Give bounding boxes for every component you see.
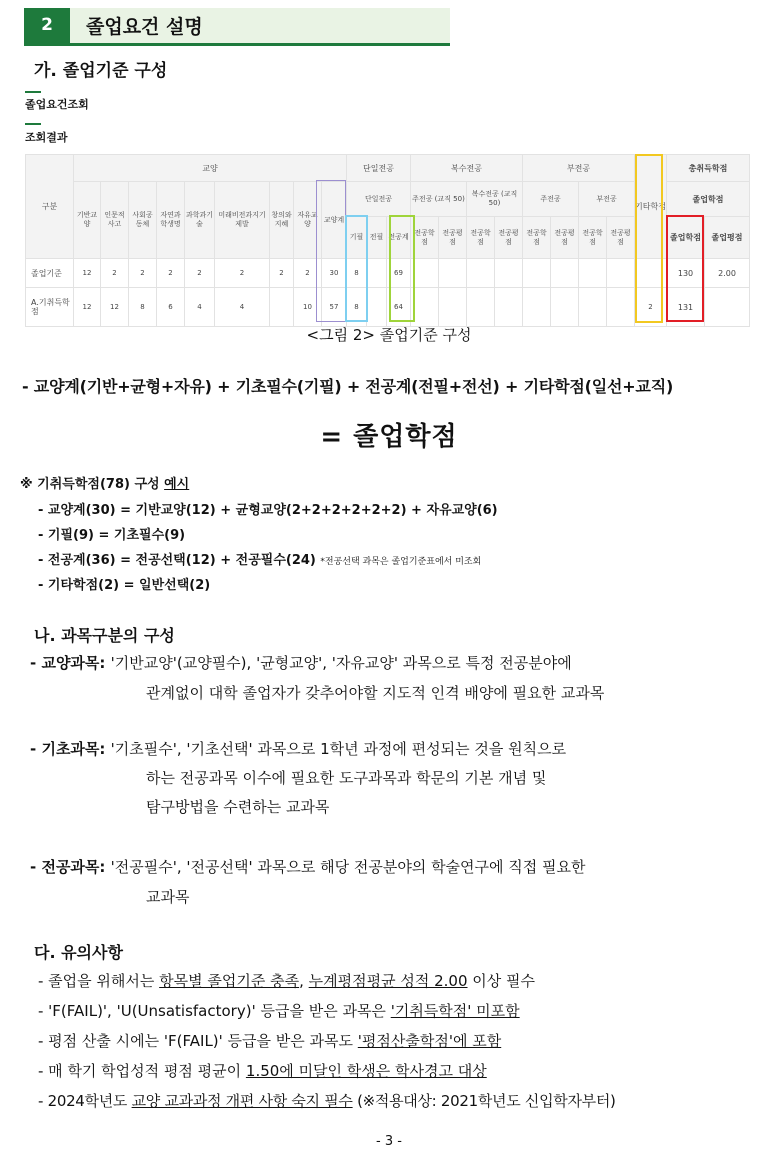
cell: 64: [387, 288, 411, 327]
example-note: *전공선택 과목은 졸업기준표에서 미조회: [320, 557, 482, 567]
caution-text: - 졸업을 위해서는: [38, 972, 160, 990]
col-gy-0: 기반교양: [74, 182, 101, 259]
cell: 8: [347, 288, 367, 327]
col-gy-2: 사회공동체: [129, 182, 157, 259]
header-bu: 부전공: [523, 155, 635, 182]
header-boksu: 복수전공: [411, 155, 523, 182]
cell: [270, 288, 294, 327]
caution-item: [38, 970, 535, 991]
col-gy-7: 자유교양: [294, 182, 322, 259]
subheading-da: 다. 유의사항: [34, 943, 123, 962]
example-item: - 교양계(30) = 기반교양(12) + 균형교양(2+2+2+2+2+2) + 자유교양(6): [38, 503, 498, 518]
sub-bu-main: 주전공: [523, 182, 579, 217]
def-term-label: - 교양과목:: [30, 654, 106, 672]
col-total-0: 졸업학점: [667, 217, 705, 259]
cell: 131: [667, 288, 705, 327]
caution-item: [38, 1060, 487, 1081]
cell: 2: [215, 259, 270, 288]
cell: 8: [347, 259, 367, 288]
col-jeon-2: 전공학점: [467, 217, 495, 259]
cell: 2.00: [705, 259, 750, 288]
sub-jujeongong: 주전공 (교직 50): [411, 182, 467, 217]
col-gy-4: 과학과기술: [185, 182, 215, 259]
col-jeon-1: 전공평점: [439, 217, 467, 259]
caution-text: 이상 필수: [467, 972, 536, 990]
def-text: '기반교양'(교양필수), '균형교양', '자유교양' 과목으로 특정 전공분야에: [110, 654, 572, 672]
header-total: 총취득학점: [667, 155, 750, 182]
highlight-gyoyang-total: [316, 180, 346, 322]
col-danil-2: 전공계: [387, 217, 411, 259]
cell: 30: [322, 259, 347, 288]
breadcrumb-query: 졸업요건조회: [25, 98, 89, 111]
cell: 2: [129, 259, 157, 288]
highlight-grad-credit: [666, 215, 704, 322]
cell: 2: [101, 259, 129, 288]
breadcrumb-result: 조회결과: [25, 131, 68, 144]
sub-danil: 단일전공: [347, 182, 411, 217]
caution-emph: '기취득학점' 미포함: [390, 1002, 520, 1020]
cell: 10: [294, 288, 322, 327]
subheading-na: 나. 과목구분의 구성: [34, 626, 175, 645]
def-term-label: - 기초과목:: [30, 740, 106, 758]
caution-text: (※적용대상: 2021학년도 신입학자부터): [352, 1092, 616, 1110]
col-jeon-0: 전공학점: [411, 217, 439, 259]
row-label: 졸업기준: [26, 259, 74, 288]
highlight-jeongong-total: [389, 215, 415, 322]
example-title-text: ※ 기취득학점(78) 구성: [20, 477, 165, 492]
cell: 4: [185, 288, 215, 327]
formula-result: = 졸업학점: [320, 422, 458, 452]
cell: 2: [157, 259, 185, 288]
example-title-emph: 예시: [164, 477, 190, 492]
cell: 2: [185, 259, 215, 288]
caution-item: [38, 1090, 616, 1111]
caution-text: - 매 학기 학업성적 평점 평균이: [38, 1062, 246, 1080]
col-jeon-6: 전공학점: [579, 217, 607, 259]
col-danil-0: 기필: [347, 217, 367, 259]
header-gita: 기타학점: [635, 155, 667, 259]
cell: 8: [129, 288, 157, 327]
col-gy-8: 교양계: [322, 182, 347, 259]
caution-emph: '평점산출학점'에 포함: [357, 1032, 502, 1050]
caution-emph: 교양 교과과정 개편 사항 숙지 필수: [131, 1092, 353, 1110]
sub-boksu: 복수전공 (교직 50): [467, 182, 523, 217]
header-danil: 단일전공: [347, 155, 411, 182]
caution-emph: 누계평점평균 성적 2.00: [308, 972, 468, 990]
col-total-1: 졸업평점: [705, 217, 750, 259]
col-jeon-7: 전공평점: [607, 217, 635, 259]
def-text: 하는 전공과목 이수에 필요한 도구과목과 학문의 기본 개념 및: [146, 769, 547, 787]
example-item: [38, 549, 481, 568]
caution-text: ,: [299, 972, 309, 990]
def-text: 교과목: [146, 888, 190, 906]
col-jeon-5: 전공평점: [551, 217, 579, 259]
header-gubun: 구분: [26, 155, 74, 259]
def-text: '기초필수', '기초선택' 과목으로 1학년 과정에 편성되는 것을 원칙으로: [110, 740, 567, 758]
col-gy-5: 미래비전과지기제발: [215, 182, 270, 259]
col-gy-3: 자연과학생명: [157, 182, 185, 259]
caution-text: - 2024학년도: [38, 1092, 132, 1110]
figure-caption: <그림 2> 졸업기준 구성: [306, 326, 472, 344]
caution-item: [38, 1030, 501, 1051]
row-label: A.기취득학점: [26, 288, 74, 327]
example-item-text: - 전공계(36) = 전공선택(12) + 전공필수(24): [38, 553, 316, 568]
def-text: '전공필수', '전공선택' 과목으로 해당 전공분야의 학술연구에 직접 필요한: [110, 858, 586, 876]
cell: 12: [74, 259, 101, 288]
caution-text: - 평점 산출 시에는 'F(FAIL)' 등급을 받은 과목도: [38, 1032, 358, 1050]
caution-item: [38, 1000, 520, 1021]
cell: 12: [74, 288, 101, 327]
cell: 57: [322, 288, 347, 327]
page-number: - 3 -: [376, 1134, 402, 1149]
col-danil-1: 전필: [367, 217, 387, 259]
cell: 2: [635, 288, 667, 327]
cell: 4: [215, 288, 270, 327]
example-title: [20, 473, 189, 492]
sub-bu: 부전공: [579, 182, 635, 217]
breadcrumb-divider: [25, 91, 41, 93]
subheading-ga: 가. 졸업기준 구성: [34, 61, 168, 81]
cell: 2: [294, 259, 322, 288]
section-title: 졸업요건 설명: [86, 16, 203, 38]
example-item: - 기필(9) = 기초필수(9): [38, 528, 186, 543]
header-gyoyang: 교양: [74, 155, 347, 182]
col-gy-1: 인문적사고: [101, 182, 129, 259]
cell: 130: [667, 259, 705, 288]
def-text: 탐구방법을 수련하는 교과목: [146, 798, 330, 816]
cell: 69: [387, 259, 411, 288]
def-text: 관계없이 대학 졸업자가 갖추어야할 지도적 인격 배양에 필요한 교과목: [146, 684, 605, 702]
cell: [705, 288, 750, 327]
cell: [367, 288, 387, 327]
highlight-gita: [635, 154, 663, 323]
caution-text: - 'F(FAIL)', 'U(Unsatisfactory)' 등급을 받은 과목은: [38, 1002, 391, 1020]
formula: - 교양계(기반+균형+자유) + 기초필수(기필) + 전공계(전필+전선) + 기타학점(일선+교직): [22, 377, 674, 396]
def-term-label: - 전공과목:: [30, 858, 106, 876]
def-term-jeongong: [30, 856, 586, 877]
caution-emph: 1.50에 미달인 학생은 학사경고 대상: [245, 1062, 487, 1080]
col-gy-6: 창의와지혜: [270, 182, 294, 259]
section-number: 2: [24, 8, 70, 43]
cell: [367, 259, 387, 288]
col-jeon-3: 전공평점: [495, 217, 523, 259]
highlight-gipil: [345, 215, 368, 322]
def-term-gicho: [30, 738, 566, 759]
cell: 6: [157, 288, 185, 327]
caution-emph: 항목별 졸업기준 충족: [159, 972, 300, 990]
example-item: - 기타학점(2) = 일반선택(2): [38, 578, 211, 593]
breadcrumb-divider: [25, 123, 41, 125]
def-term-gyoyang: [30, 652, 572, 673]
cell: 12: [101, 288, 129, 327]
cell: 2: [270, 259, 294, 288]
sub-grad-credit: 졸업학점: [667, 182, 750, 217]
col-jeon-4: 전공학점: [523, 217, 551, 259]
